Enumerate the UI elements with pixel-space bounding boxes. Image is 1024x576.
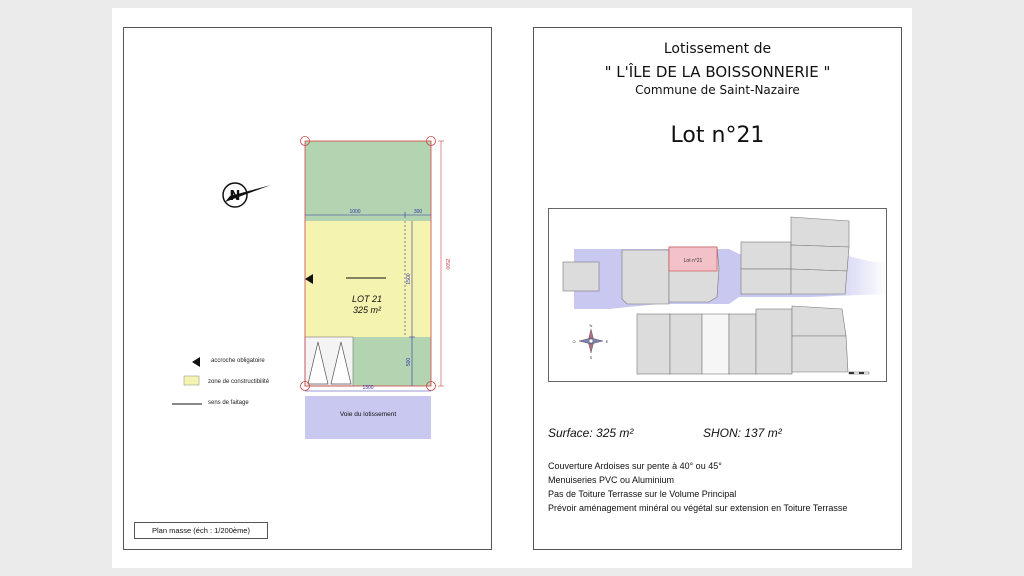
legend-label: sens de faitage: [208, 400, 249, 406]
dimension-label: 1500: [406, 273, 412, 285]
shon-value: SHON: 137 m²: [703, 426, 782, 440]
spec-line: Pas de Toiture Terrasse sur le Volume Principal: [548, 489, 737, 499]
north-letter: N: [229, 189, 241, 204]
site-scale-bar: [849, 372, 869, 374]
spec-line: Couverture Ardoises sur pente à 40° ou 45°: [548, 461, 722, 471]
scale-box: Plan masse (éch : 1/200ème): [134, 522, 268, 539]
svg-text:O: O: [572, 339, 576, 344]
dimension-label: 500: [406, 357, 412, 367]
legend-label: zone de constructibilité: [208, 379, 270, 385]
spec-line: Prévoir aménagement minéral ou végétal sur extension en Toiture Terrasse: [548, 503, 848, 513]
plan-masse-drawing: [124, 28, 493, 551]
spec-line: Menuiseries PVC ou Aluminium: [548, 475, 675, 485]
legend-label: accroche obligatoire: [211, 358, 265, 364]
lot-label: LOT 21: [351, 294, 383, 304]
north-arrow-icon: [223, 183, 271, 207]
dimension-label: 2500: [444, 258, 450, 270]
svg-text:E: E: [605, 339, 609, 344]
plan-masse-panel: [123, 27, 492, 550]
surface-value: Surface: 325 m²: [548, 426, 634, 440]
legend-triangle-icon: [192, 357, 200, 367]
dimension-label: 1000: [349, 209, 361, 215]
site-lot-label: Lot n°21: [683, 258, 703, 264]
svg-text:S: S: [589, 355, 593, 360]
title-line-2: " L'ÎLE DE LA BOISSONNERIE ": [604, 63, 831, 81]
lot-area: 325 m²: [352, 305, 382, 315]
garden-area-bottom: [353, 337, 431, 386]
site-map: [548, 208, 887, 382]
svg-text:N: N: [589, 323, 593, 328]
lot-info-panel: [533, 27, 902, 550]
site-map-drawing: [549, 209, 887, 382]
lot-number: Lot n°21: [670, 123, 765, 148]
dimension-label: 1300: [362, 385, 374, 391]
road-label: Voie du lotissement: [339, 411, 397, 418]
compass-rose-icon: [572, 323, 608, 360]
title-line-3: Commune de Saint-Nazaire: [635, 83, 800, 97]
dimension-label: 300: [413, 209, 423, 215]
garden-area-top: [305, 141, 431, 221]
title-line-1: Lotissement de: [663, 41, 772, 57]
legend-swatch: [184, 376, 199, 385]
